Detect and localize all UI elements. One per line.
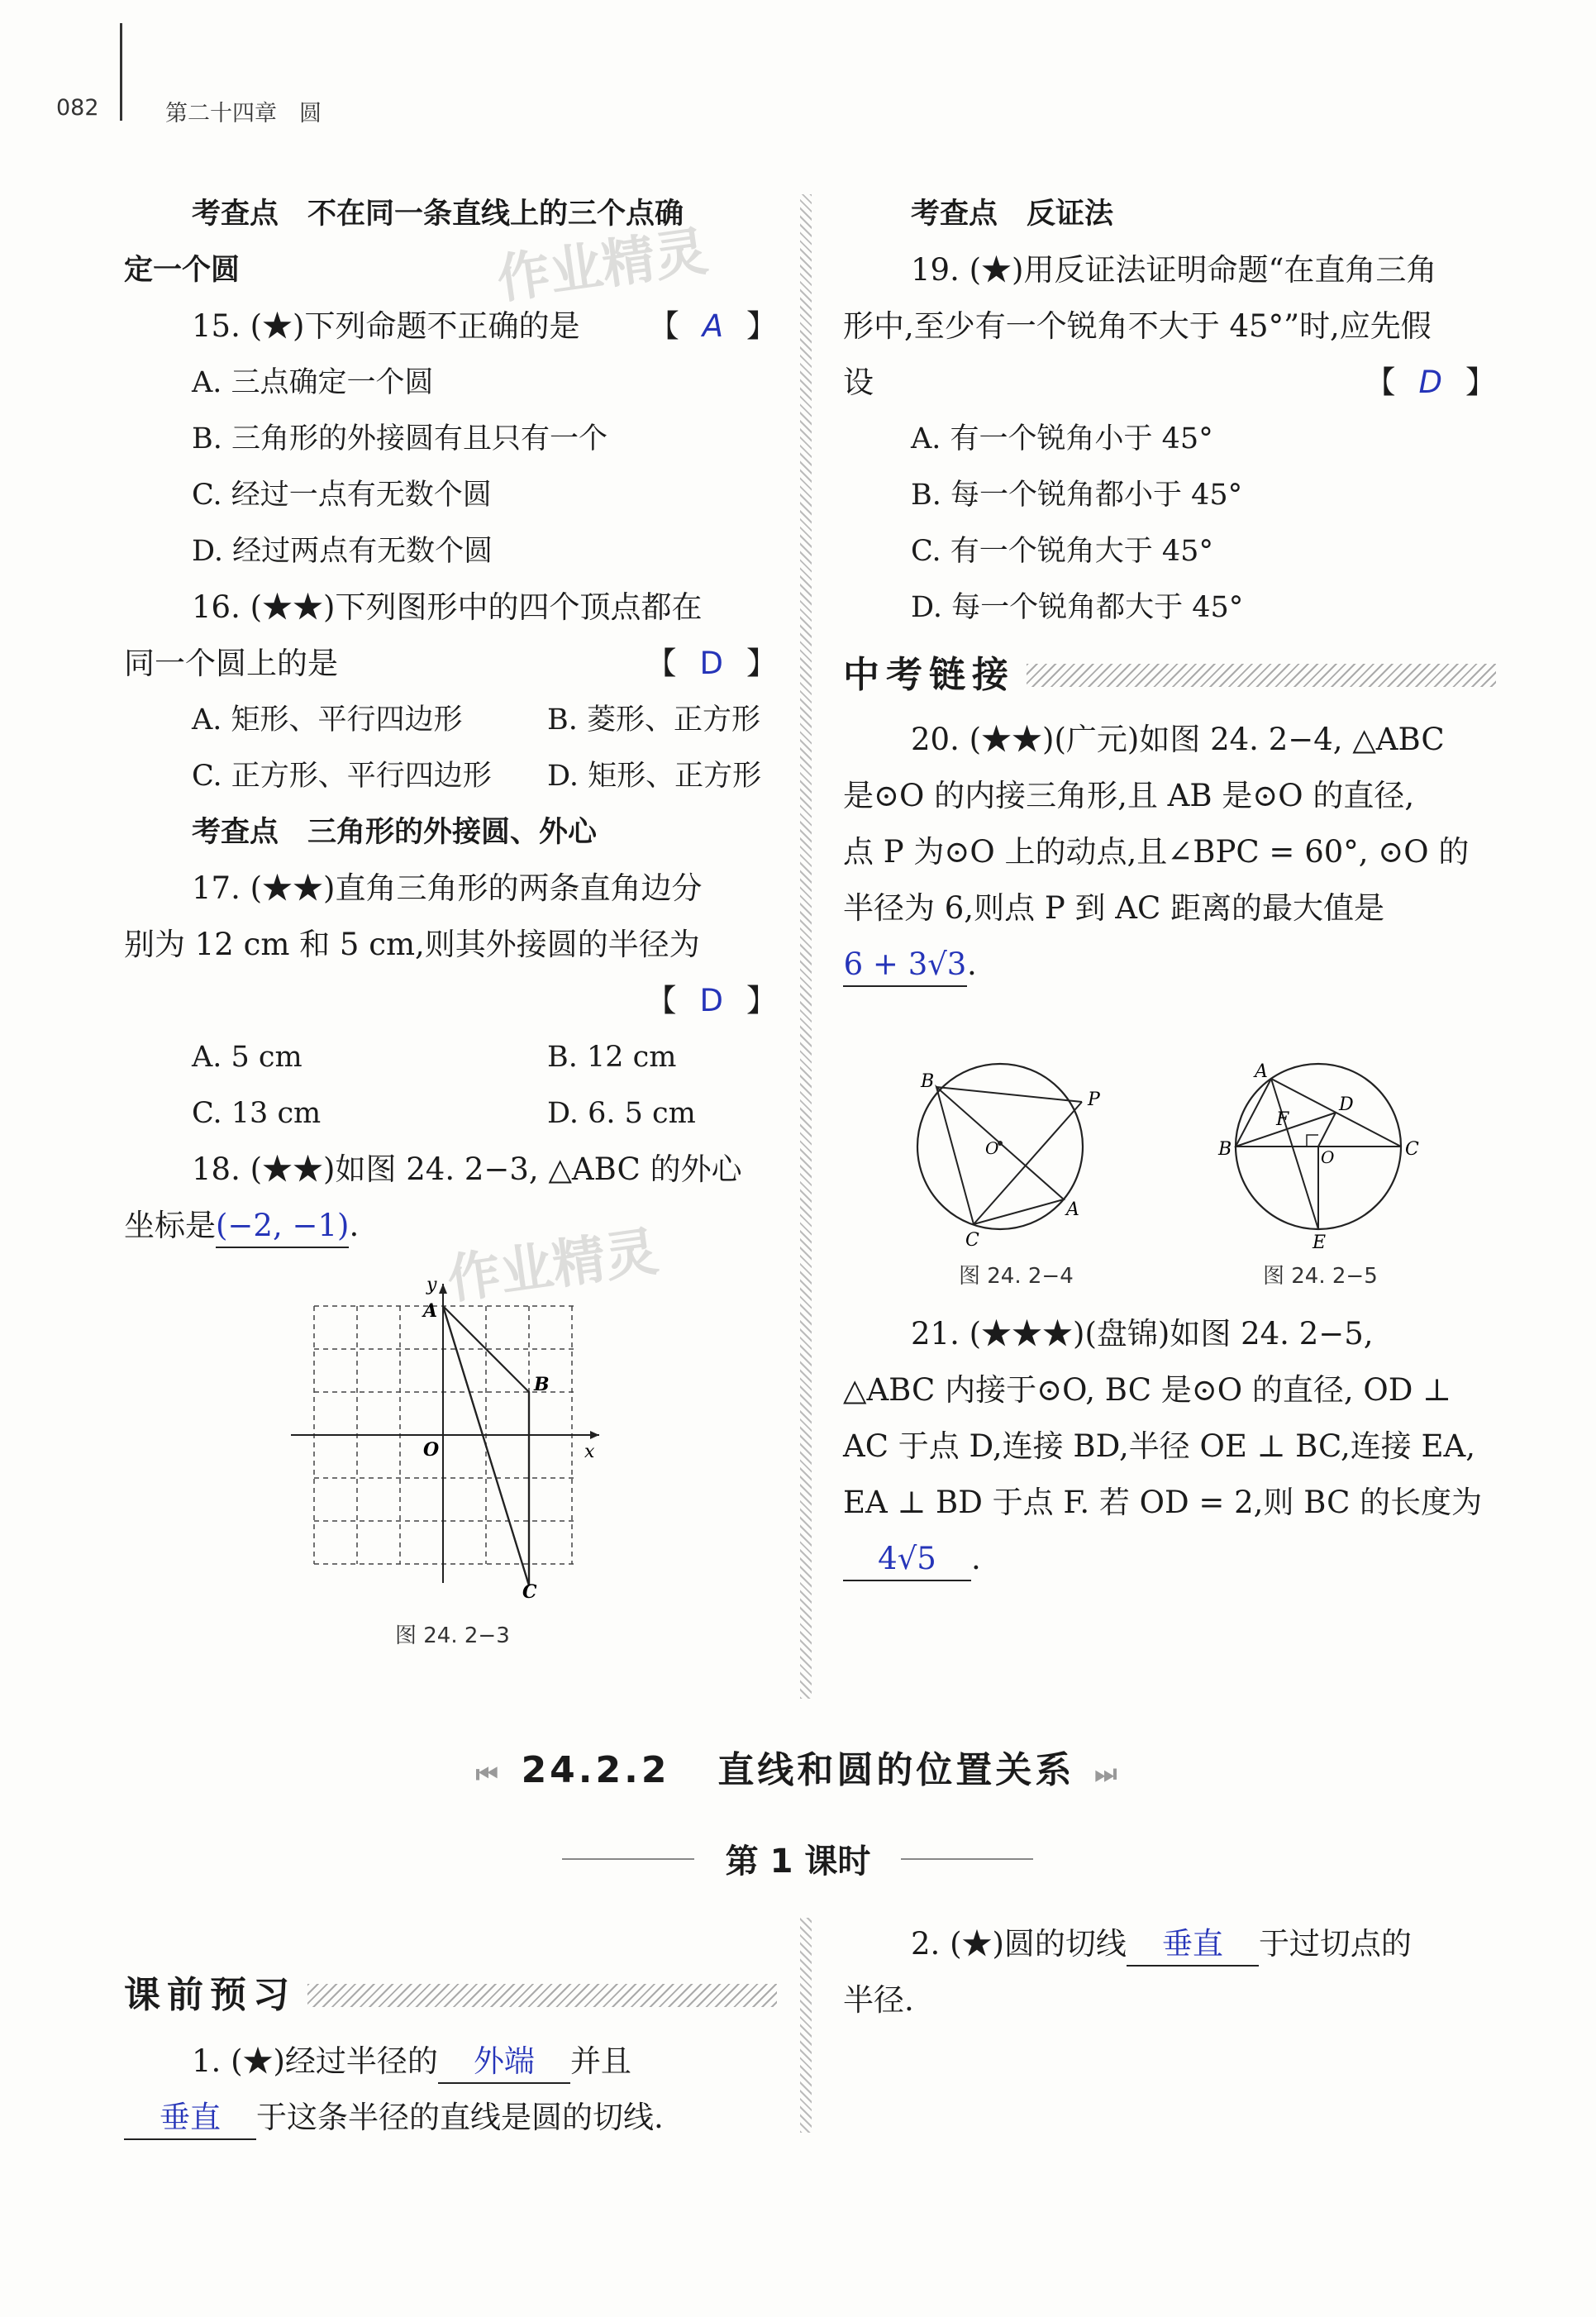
q20-line-2: 是⊙O 的内接三角形,且 AB 是⊙O 的直径,	[843, 778, 1415, 813]
q17-answer-line	[124, 973, 777, 1029]
figure-24-2-5	[1207, 1046, 1430, 1252]
q2-blank: 垂直	[1127, 1924, 1259, 1967]
left-column	[124, 186, 777, 1254]
fig5-b: B	[1218, 1139, 1232, 1160]
q19-option-a: A. 有一个锐角小于 45°	[911, 422, 1213, 455]
figure-24-2-4	[909, 1046, 1116, 1252]
q20-line-5: 6 + 3√3.	[843, 937, 1496, 993]
watermark: 作业精灵	[443, 1221, 662, 1312]
q15-answer: 【 A 】	[648, 308, 777, 344]
header-rule	[120, 23, 122, 121]
q19-stem-1: 19. (★)用反证法证明命题“在直角三角	[911, 252, 1437, 288]
q19-option-c: C. 有一个锐角大于 45°	[911, 535, 1213, 568]
point-c-label: C	[522, 1581, 537, 1599]
fig4-o: O	[985, 1138, 999, 1158]
q15-option-d: D. 经过两点有无数个圆	[192, 535, 493, 568]
q15-option-a: A. 三点确定一个圆	[192, 366, 434, 399]
q18-answer-blank: (−2, −1)	[216, 1205, 349, 1248]
fig5-f: F	[1276, 1109, 1289, 1130]
q19-option-b: B. 每一个锐角都小于 45°	[911, 479, 1243, 512]
q1-line-1: 1. (★)经过半径的 外端 并且	[124, 2033, 777, 2090]
q2-line-2: 半径.	[843, 1982, 914, 2018]
q21-answer-blank: 4√5	[843, 1538, 971, 1581]
point-a-label: A	[423, 1300, 438, 1322]
q21-line-2: △ABC 内接于⊙O, BC 是⊙O 的直径, OD ⊥	[843, 1372, 1451, 1408]
prev-arrow-icon: ⏮	[475, 1760, 502, 1789]
fig5-d: D	[1339, 1094, 1354, 1115]
page-number: 082	[56, 95, 99, 121]
q18-stem-1: 18. (★★)如图 24. 2−3, △ABC 的外心	[192, 1151, 742, 1187]
fig5-c: C	[1405, 1139, 1419, 1160]
q2-block	[843, 1916, 1496, 2029]
kp2-title: 考查点 三角形的外接圆、外心	[192, 816, 598, 849]
figure-24-2-5-caption: 图 24. 2−5	[1263, 1264, 1378, 1289]
q16-stem-1: 16. (★★)下列图形中的四个顶点都在	[192, 589, 703, 625]
preview-block	[124, 1967, 777, 2146]
origin-label: O	[423, 1439, 440, 1461]
heading-text: 直线和圆的位置关系	[717, 1749, 1075, 1791]
q16-answer: 【 D 】	[646, 646, 777, 681]
chapter-title: 第二十四章 圆	[165, 101, 322, 126]
section-hatch	[1027, 664, 1496, 687]
section-preview	[124, 1967, 777, 2024]
fig4-a: A	[1066, 1199, 1079, 1220]
column-divider	[800, 194, 812, 1699]
section-title: 中考链接	[843, 654, 1015, 696]
q19-stem-2: 形中,至少有一个锐角不大于 45°”时,应先假	[843, 308, 1432, 344]
preview-hatch	[307, 1984, 777, 2007]
q17-stem-1: 17. (★★)直角三角形的两条直角边分	[192, 870, 703, 906]
circle-o	[917, 1064, 1083, 1229]
x-label: x	[584, 1442, 595, 1462]
fig5-e: E	[1313, 1232, 1327, 1252]
q17-options-row1: A. 5 cm B. 12 cm	[192, 1041, 677, 1074]
fig4-c: C	[965, 1230, 979, 1251]
q21-line-4: EA ⊥ BD 于点 F. 若 OD = 2,则 BC 的长度为	[843, 1485, 1483, 1520]
fig5-o: O	[1321, 1147, 1335, 1167]
q21-block	[843, 1306, 1496, 1587]
right-column	[843, 186, 1496, 993]
q17-answer: 【 D 】	[646, 983, 777, 1018]
section-heading	[0, 1740, 1596, 1793]
q21-line-5: 4√5 .	[843, 1531, 1496, 1587]
q18-stem-2: 坐标是(−2, −1).	[124, 1198, 777, 1254]
q16-options-row2: C. 正方形、平行四边形 D. 矩形、正方形	[192, 760, 762, 793]
q1-line-2: 垂直 于这条半径的直线是圆的切线.	[124, 2090, 777, 2146]
kp1-title: 考查点 不在同一条直线上的三个点确	[192, 198, 684, 231]
q21-line-3: AC 于点 D,连接 BD,半径 OE ⊥ BC,连接 EA,	[843, 1428, 1476, 1464]
fig4-b: B	[921, 1071, 935, 1092]
watermark: 作业精灵	[493, 221, 712, 312]
point-b-label: B	[534, 1374, 550, 1395]
q16-options-row1: A. 矩形、平行四边形 B. 菱形、正方形	[192, 703, 760, 737]
q21-line-1: 21. (★★★)(盘锦)如图 24. 2−5,	[911, 1316, 1374, 1352]
q2-line-1: 2. (★)圆的切线 垂直 于过切点的	[843, 1916, 1496, 1972]
q17-stem-2: 别为 12 cm 和 5 cm,则其外接圆的半径为	[124, 927, 700, 962]
q20-answer-blank: 6 + 3√3	[843, 944, 967, 987]
kp1-title-cont: 定一个圆	[124, 254, 241, 287]
q15-stem: 15. (★)下列命题不正确的是 【 A 】	[124, 298, 777, 355]
q19-stem-3: 设 【 D 】	[843, 355, 1496, 411]
q17-options-row2: C. 13 cm D. 6. 5 cm	[192, 1097, 696, 1130]
q20-line-1: 20. (★★)(广元)如图 24. 2−4, △ABC	[911, 722, 1445, 757]
q20-line-3: 点 P 为⊙O 上的动点,且∠BPC = 60°, ⊙O 的	[843, 834, 1470, 870]
section-exam-link	[843, 647, 1496, 703]
q20-line-4: 半径为 6,则点 P 到 AC 距离的最大值是	[843, 890, 1385, 926]
figure-24-2-3-caption: 图 24. 2−3	[395, 1623, 510, 1648]
q19-option-d: D. 每一个锐角都大于 45°	[911, 591, 1244, 624]
heading-number: 24.2.2	[521, 1749, 670, 1791]
q15-option-c: C. 经过一点有无数个圆	[192, 479, 492, 512]
q1-blank-1: 外端	[438, 2041, 570, 2084]
fig4-p: P	[1088, 1089, 1100, 1110]
q19-answer: 【 D 】	[1365, 365, 1496, 400]
q16-stem-2: 同一个圆上的是 【 D 】	[124, 636, 777, 692]
q1-blank-2: 垂直	[124, 2097, 256, 2140]
y-label: y	[426, 1275, 437, 1295]
next-arrow-icon: ⏭	[1094, 1760, 1121, 1789]
figure-24-2-4-caption: 图 24. 2−4	[959, 1264, 1074, 1289]
kp3-title: 考查点 反证法	[911, 198, 1114, 231]
preview-title: 课前预习	[124, 1974, 296, 2016]
lesson-title: 第 1 课时	[725, 1843, 871, 1881]
column-divider	[800, 1918, 812, 2133]
fig5-a: A	[1255, 1061, 1268, 1082]
q15-option-b: B. 三角形的外接圆有且只有一个	[192, 422, 607, 455]
figure-24-2-3	[281, 1269, 612, 1599]
